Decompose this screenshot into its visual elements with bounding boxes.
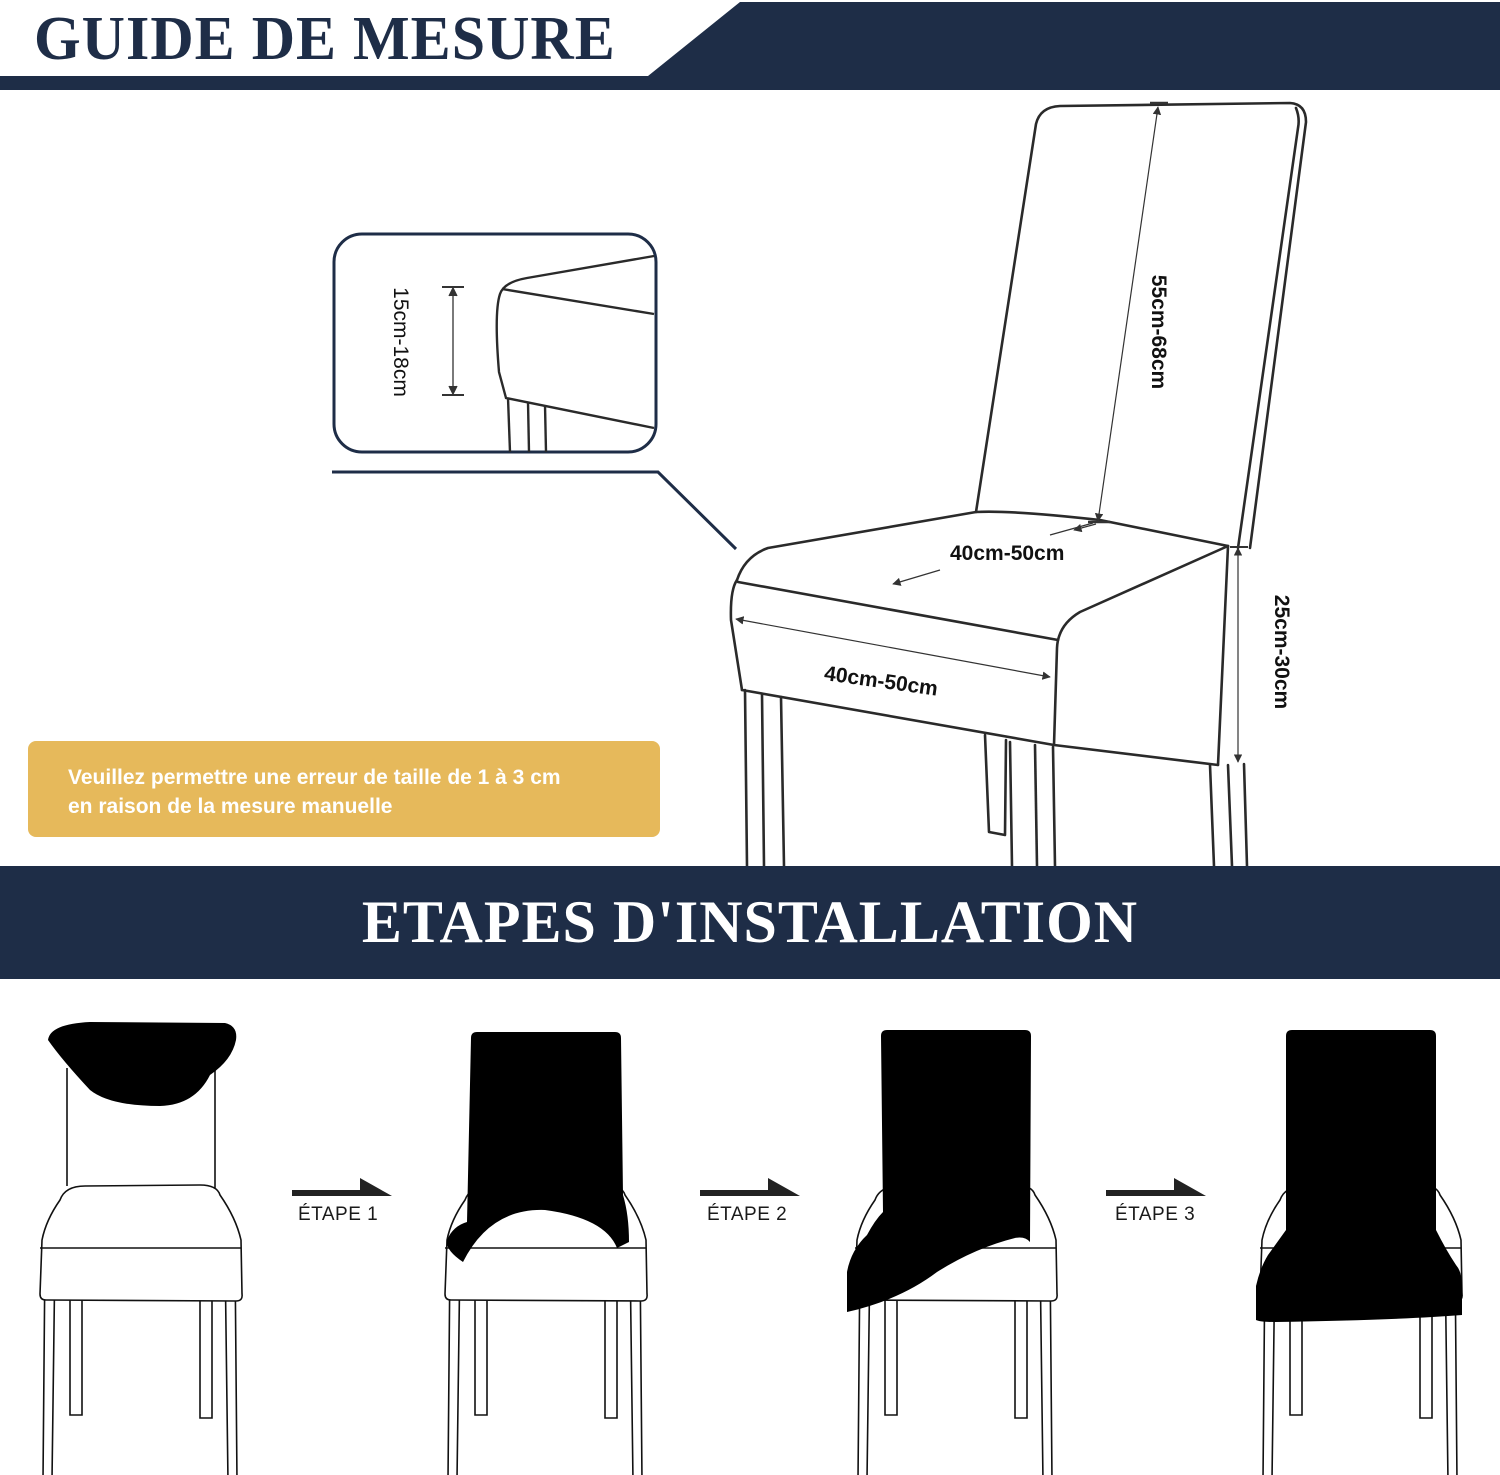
- installation-title: ETAPES D'INSTALLATION: [361, 889, 1139, 955]
- installation-steps-illustration: [0, 1000, 1500, 1475]
- step-label-2: ÉTAPE 2: [707, 1204, 788, 1225]
- measurement-error-notice: [28, 741, 660, 837]
- seat-depth-label: 40cm-50cm: [950, 542, 1065, 565]
- arrow-right-icon-2: [700, 1178, 800, 1196]
- step-label-1: ÉTAPE 1: [298, 1204, 379, 1225]
- notice-line-2: en raison de la mesure manuelle: [68, 795, 393, 818]
- step-arrows: [292, 1178, 1206, 1196]
- notice-line-1: Veuillez permettre une erreur de taille de 1 à 3 cm: [68, 766, 561, 789]
- arrow-right-icon-3: [1106, 1178, 1206, 1196]
- step-label-3: ÉTAPE 3: [1115, 1204, 1196, 1225]
- seat-thickness-label: 15cm-18cm: [389, 287, 412, 397]
- seat-width-label: 40cm-50cm: [822, 662, 940, 701]
- seat-height-label: 25cm-30cm: [1270, 594, 1293, 710]
- arrow-right-icon-1: [292, 1178, 392, 1196]
- step-panel-2: [445, 1032, 647, 1475]
- seat-thickness-inset: [332, 232, 658, 454]
- step-panel-3: [847, 1030, 1057, 1475]
- backrest-height-label: 55cm-68cm: [1147, 274, 1170, 390]
- step-panel-1: [40, 1022, 242, 1475]
- page-title: GUIDE DE MESURE: [34, 3, 616, 73]
- step-panel-4: [1256, 1030, 1462, 1475]
